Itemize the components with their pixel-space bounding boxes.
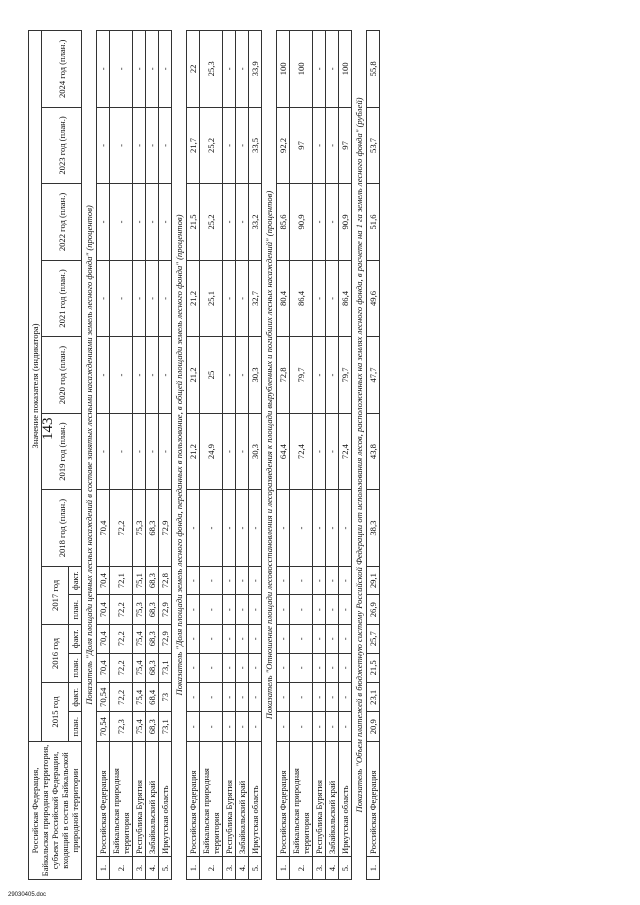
value-cell: - [339,566,352,595]
value-cell: - [326,490,339,567]
table-row [236,31,249,880]
value-cell: - [326,653,339,683]
value-cell: 72,8 [159,566,172,595]
year-2015-header: 2015 год [42,683,69,742]
value-cell: 70,4 [97,624,110,653]
value-cell: - [159,260,172,337]
row-number: 5. [249,857,262,880]
value-cell: - [236,566,249,595]
value-cell: - [290,595,313,625]
value-cell: - [249,624,262,653]
value-cell: 68,3 [146,595,159,625]
value-cell: - [326,712,339,742]
row-number: 1. [97,857,110,880]
row-number: 1. [277,857,290,880]
region-name: Российская Федерация [97,742,110,857]
value-cell: - [223,31,236,108]
value-cell: - [249,595,262,625]
value-cell: - [326,337,339,414]
value-cell: - [290,566,313,595]
row-number: 3. [133,857,146,880]
region-name: Республика Бурятия [133,742,146,857]
value-cell: - [236,624,249,653]
value-cell: 64,4 [277,413,290,490]
value-cell: - [146,107,159,184]
value-cell: - [290,683,313,712]
value-cell: - [249,683,262,712]
table-row [133,31,146,880]
value-cell: 38,3 [367,490,380,567]
value-cell: - [223,653,236,683]
region-name: Байкальская природная территория [200,742,223,857]
year-2021-header: 2021 год (план.) [42,260,82,337]
value-cell: 80,4 [277,260,290,337]
row-number: 5. [339,857,352,880]
value-cell: 72,3 [110,712,133,742]
value-cell: 21,2 [187,260,200,337]
year-2018-header: 2018 год (план.) [42,490,82,567]
indicator-title: Показатель "Объем платежей в бюджетную систему Российской Федерации от использования лесов, расположенных на землях лесного фонда, в расчете на 1 га земель лесного фонда" (рублей) [352,31,367,880]
value-cell: 90,9 [290,184,313,261]
value-cell: - [110,31,133,108]
value-cell: 26,9 [367,595,380,625]
value-cell: - [223,260,236,337]
value-cell: 29,1 [367,566,380,595]
value-cell: 70,54 [97,683,110,712]
year-2019-header: 2019 год (план.) [42,413,82,490]
value-cell: - [200,683,223,712]
value-cell: - [133,337,146,414]
year-2024-header: 2024 год (план.) [42,31,82,108]
value-cell: 24,9 [200,413,223,490]
value-cell: 79,7 [339,337,352,414]
region-name: Российская Федерация [367,742,380,857]
fact-header: факт. [69,683,82,712]
value-cell: - [146,413,159,490]
value-cell: - [236,712,249,742]
indicator-title-row [262,31,277,880]
value-cell: 47,7 [367,337,380,414]
value-cell: 30,3 [249,337,262,414]
value-cell: 70,4 [97,490,110,567]
value-cell: 43,8 [367,413,380,490]
region-name: Иркутская область [159,742,172,857]
value-cell: 22 [187,31,200,108]
year-2023-header: 2023 год (план.) [42,107,82,184]
region-name: Забайкальский край [326,742,339,857]
value-cell: - [339,595,352,625]
value-cell: 72,4 [339,413,352,490]
value-cell: - [133,260,146,337]
value-cell: - [277,683,290,712]
value-cell: 90,9 [339,184,352,261]
value-cell: 72,8 [277,337,290,414]
value-cell: - [277,566,290,595]
value-cell: 73,1 [159,653,172,683]
value-cell: - [326,566,339,595]
value-cell: - [223,566,236,595]
row-number: 2. [290,857,313,880]
value-cell: - [339,653,352,683]
value-cell: - [110,107,133,184]
year-2022-header: 2022 год (план.) [42,184,82,261]
value-cell: - [223,413,236,490]
value-cell: 75,4 [133,653,146,683]
value-cell: - [187,624,200,653]
value-cell: - [133,184,146,261]
value-cell: - [313,624,326,653]
value-cell: 97 [290,107,313,184]
value-cell: - [159,31,172,108]
value-cell: - [97,107,110,184]
value-cell: - [146,337,159,414]
value-cell: - [326,683,339,712]
row-number: 4. [326,857,339,880]
value-cell: - [236,595,249,625]
value-cell: 25 [200,337,223,414]
indicator-group-header: Значение показателя (индикатора) [29,31,42,742]
indicator-title: Показатель "Доля площади ценных лесных насаждений в составе занятых лесными насаждениями земель лесного фонда" (процентов) [82,31,97,880]
value-cell: - [223,683,236,712]
value-cell: - [313,337,326,414]
row-number: 5. [159,857,172,880]
value-cell: - [187,683,200,712]
value-cell: - [110,260,133,337]
table-body [82,31,380,880]
value-cell: - [236,107,249,184]
value-cell: 25,1 [200,260,223,337]
value-cell: - [110,184,133,261]
value-cell: - [187,566,200,595]
indicator-title: Показатель "Отношение площади лесовосстановления и лесоразведения к площади вырубленных и погибших лесных насаждений" (процентов) [262,31,277,880]
value-cell: - [200,712,223,742]
table-row [339,31,352,880]
region-name: Российская Федерация [187,742,200,857]
value-cell: - [339,624,352,653]
value-cell: - [249,566,262,595]
value-cell: 72,2 [110,595,133,625]
region-name: Иркутская область [249,742,262,857]
value-cell: - [290,653,313,683]
value-cell: 68,3 [146,566,159,595]
value-cell: - [326,31,339,108]
value-cell: 75,4 [133,683,146,712]
region-name: Республика Бурятия [313,742,326,857]
year-2020-header: 2020 год (план.) [42,337,82,414]
value-cell: 75,4 [133,712,146,742]
table-row [97,31,110,880]
value-cell: 30,3 [249,413,262,490]
value-cell: - [236,490,249,567]
value-cell: - [223,337,236,414]
value-cell: 70,54 [97,712,110,742]
value-cell: 100 [277,31,290,108]
indicator-title-row [352,31,367,880]
value-cell: - [223,712,236,742]
table-row [277,31,290,880]
value-cell: - [290,712,313,742]
value-cell: - [97,31,110,108]
table-row [200,31,223,880]
value-cell: 33,9 [249,31,262,108]
value-cell: - [110,413,133,490]
value-cell: 72,2 [110,624,133,653]
value-cell: 72,2 [110,683,133,712]
value-cell: - [223,624,236,653]
indicator-title-row [172,31,187,880]
value-cell: - [110,337,133,414]
value-cell: 23,1 [367,683,380,712]
table-row [110,31,133,880]
value-cell: - [326,624,339,653]
value-cell: 68,4 [146,683,159,712]
value-cell: 85,6 [277,184,290,261]
value-cell: 100 [290,31,313,108]
value-cell: 75,3 [133,595,146,625]
value-cell: - [97,413,110,490]
value-cell: - [277,490,290,567]
region-name: Байкальская природная территория [290,742,313,857]
value-cell: - [277,653,290,683]
value-cell: 70,4 [97,595,110,625]
table-row [146,31,159,880]
page-number: 143 [40,417,56,440]
value-cell: 72,1 [110,566,133,595]
indicator-table [28,30,380,880]
row-number: 2. [110,857,133,880]
value-cell: 92,2 [277,107,290,184]
region-name: Иркутская область [339,742,352,857]
value-cell: - [223,107,236,184]
region-name: Республика Бурятия [223,742,236,857]
value-cell: - [97,337,110,414]
value-cell: - [146,260,159,337]
value-cell: 70,4 [97,566,110,595]
value-cell: 86,4 [290,260,313,337]
indicator-title: Показатель "Доля площади земель лесного фонда, переданных в пользование, в общей площади земель лесного фонда" (процентов) [172,31,187,880]
value-cell: 25,2 [200,184,223,261]
region-name: Российская Федерация [277,742,290,857]
value-cell: 72,4 [290,413,313,490]
table-row [313,31,326,880]
value-cell: 73,1 [159,712,172,742]
value-cell: 21,5 [367,653,380,683]
value-cell: 21,7 [187,107,200,184]
value-cell: - [313,413,326,490]
value-cell: 32,7 [249,260,262,337]
region-name: Забайкальский край [146,742,159,857]
plan-header: план. [69,712,82,742]
fact-header: факт. [69,566,82,595]
value-cell: - [236,31,249,108]
table-row [367,31,380,880]
value-cell: - [277,712,290,742]
value-cell: - [97,260,110,337]
value-cell: - [313,712,326,742]
value-cell: - [187,595,200,625]
value-cell: 21,2 [187,337,200,414]
value-cell: - [326,595,339,625]
rotated-table-container [28,30,380,880]
value-cell: 20,9 [367,712,380,742]
value-cell: 79,7 [290,337,313,414]
value-cell: 86,4 [339,260,352,337]
value-cell: - [133,31,146,108]
value-cell: - [313,595,326,625]
value-cell: - [236,683,249,712]
row-number: 4. [236,857,249,880]
value-cell: 72,9 [159,490,172,567]
fact-header: факт. [69,624,82,653]
value-cell: - [236,337,249,414]
table-row [223,31,236,880]
value-cell: - [236,413,249,490]
value-cell: - [97,184,110,261]
plan-header: план. [69,653,82,683]
value-cell: - [159,107,172,184]
year-2017-header: 2017 год [42,566,69,624]
value-cell: 73 [159,683,172,712]
value-cell: 72,9 [159,624,172,653]
value-cell: 25,3 [200,31,223,108]
value-cell: 68,3 [146,712,159,742]
value-cell: - [290,490,313,567]
value-cell: - [187,653,200,683]
value-cell: 100 [339,31,352,108]
value-cell: 75,3 [133,490,146,567]
table-row [187,31,200,880]
row-number: 3. [313,857,326,880]
table-row [326,31,339,880]
value-cell: 25,7 [367,624,380,653]
row-number: 4. [146,857,159,880]
value-cell: - [313,260,326,337]
value-cell: 53,7 [367,107,380,184]
value-cell: - [133,413,146,490]
region-column-header: Российская Федерация, Байкальская природная территория, субъект Российской Федерации, входящий в состав Байкальской природной территории [29,742,82,880]
value-cell: - [313,653,326,683]
value-cell: - [146,184,159,261]
value-cell: - [313,107,326,184]
region-name: Забайкальский край [236,742,249,857]
value-cell: - [326,184,339,261]
value-cell: - [313,490,326,567]
value-cell: - [313,683,326,712]
value-cell: 49,6 [367,260,380,337]
value-cell: - [159,184,172,261]
value-cell: - [223,184,236,261]
value-cell: - [290,624,313,653]
value-cell: 51,6 [367,184,380,261]
value-cell: - [326,260,339,337]
value-cell: - [223,490,236,567]
value-cell: - [277,595,290,625]
value-cell: - [200,490,223,567]
value-cell: - [236,653,249,683]
value-cell: - [313,184,326,261]
value-cell: - [249,653,262,683]
value-cell: - [313,566,326,595]
value-cell: 72,9 [159,595,172,625]
plan-header: план. [69,595,82,625]
value-cell: - [200,624,223,653]
row-number: 1. [187,857,200,880]
value-cell: - [313,31,326,108]
value-cell: - [249,490,262,567]
value-cell: - [236,260,249,337]
value-cell: 33,5 [249,107,262,184]
value-cell: 72,2 [110,653,133,683]
value-cell: 75,1 [133,566,146,595]
value-cell: - [146,31,159,108]
value-cell: 70,4 [97,653,110,683]
value-cell: 55,8 [367,31,380,108]
value-cell: - [277,624,290,653]
value-cell: - [236,184,249,261]
table-row [159,31,172,880]
year-2016-header: 2016 год [42,624,69,682]
value-cell: - [159,413,172,490]
value-cell: - [326,107,339,184]
region-name: Байкальская природная территория [110,742,133,857]
value-cell: 68,3 [146,490,159,567]
value-cell: 97 [339,107,352,184]
value-cell: 68,3 [146,653,159,683]
value-cell: - [339,712,352,742]
value-cell: - [339,490,352,567]
value-cell: 25,2 [200,107,223,184]
indicator-title-row [82,31,97,880]
value-cell: - [187,490,200,567]
value-cell: - [200,653,223,683]
value-cell: - [200,566,223,595]
footer-filename: 29030405.doc [8,892,47,898]
value-cell: 21,2 [187,413,200,490]
value-cell: - [223,595,236,625]
value-cell: 21,5 [187,184,200,261]
table-row [249,31,262,880]
value-cell: - [159,337,172,414]
value-cell: 33,2 [249,184,262,261]
value-cell: 75,4 [133,624,146,653]
table-row [290,31,313,880]
value-cell: 72,2 [110,490,133,567]
row-number: 3. [223,857,236,880]
value-cell: 68,3 [146,624,159,653]
value-cell: - [339,683,352,712]
value-cell: - [133,107,146,184]
value-cell: - [200,595,223,625]
value-cell: - [249,712,262,742]
value-cell: - [187,712,200,742]
value-cell: - [326,413,339,490]
row-number: 2. [200,857,223,880]
row-number: 1. [367,857,380,880]
